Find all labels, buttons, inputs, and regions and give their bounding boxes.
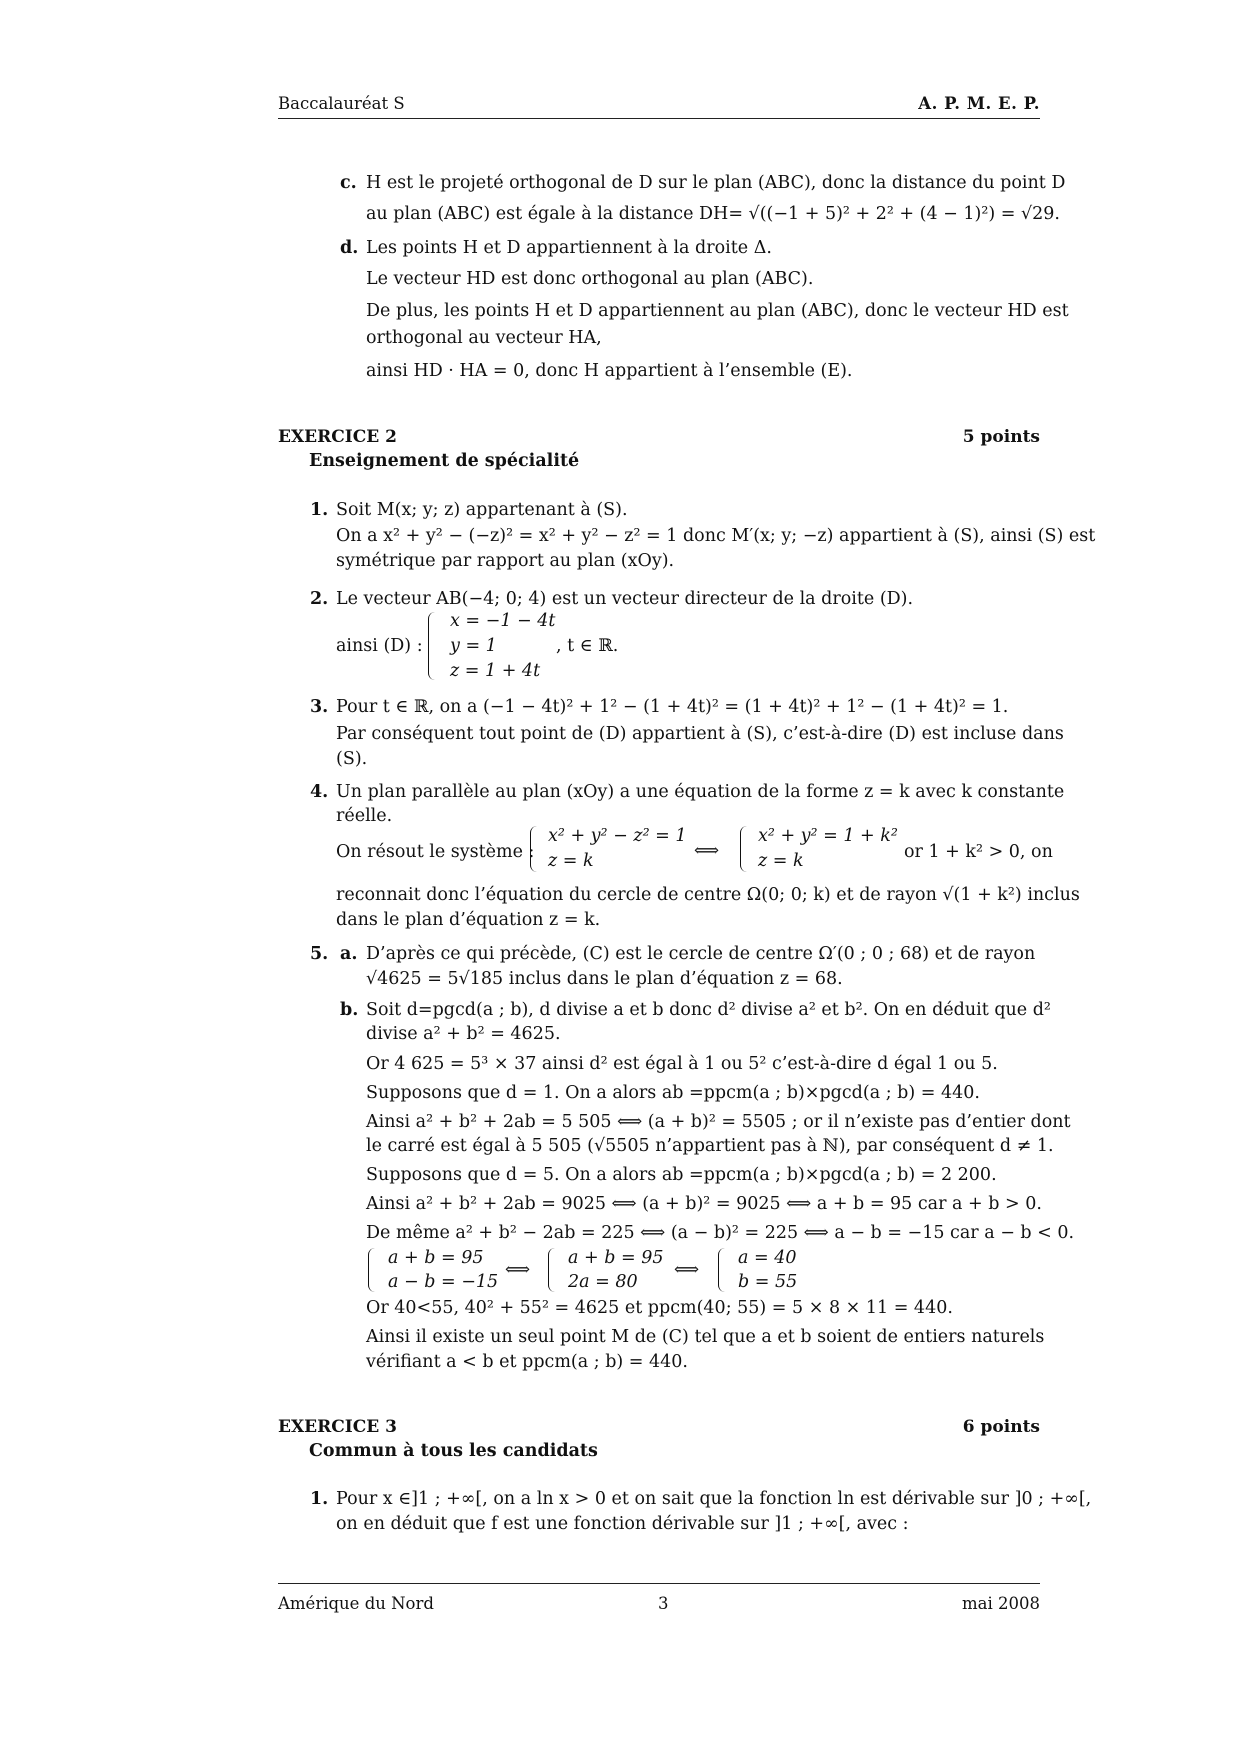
ex2-q2-sys-prefix: ainsi (D) : <box>336 636 423 656</box>
ex2-q5b-line2: divise a² + b² = 4625. <box>366 1024 561 1044</box>
ex2-q4-brace-a <box>530 826 539 872</box>
ex1-c-line1: H est le projeté orthogonal de D sur le plan (ABC), donc la distance du point D <box>366 173 1066 193</box>
ex2-q2-sys-line3: z = 1 + 4t <box>450 661 541 681</box>
ex2-q4-line4: dans le plan d’équation z = k. <box>336 910 601 930</box>
ex2-q5b-line7: Supposons que d = 5. On a alors ab =ppcm(a ; b)×pgcd(a ; b) = 2 200. <box>366 1165 997 1185</box>
ex3-q1-line2: on en déduit que f est une fonction dérivable sur ]1 ; +∞[, avec : <box>336 1514 909 1534</box>
ex2-q5b-brace-1 <box>368 1248 377 1292</box>
ex2-q5b-sys3-line2: b = 55 <box>738 1272 798 1292</box>
header-right: A. P. M. E. P. <box>918 94 1040 113</box>
ex2-q3-label: 3. <box>310 697 329 717</box>
ex2-q1-line3: symétrique par rapport au plan (xOy). <box>336 551 675 571</box>
ex2-q4-label: 4. <box>310 782 329 802</box>
ex2-q4-line1: Un plan parallèle au plan (xOy) a une équation de la forme z = k avec k constante <box>336 782 1065 802</box>
ex1-d-line2: Le vecteur HD est donc orthogonal au plan (ABC). <box>366 269 814 289</box>
ex2-q5b-sys2-line2: 2a = 80 <box>568 1272 638 1292</box>
ex2-q5b-sys2-line1: a + b = 95 <box>568 1248 664 1268</box>
ex2-q5b-sys3-line1: a = 40 <box>738 1248 797 1268</box>
ex2-q5b-line4: Supposons que d = 1. On a alors ab =ppcm(a ; b)×pgcd(a ; b) = 440. <box>366 1083 980 1103</box>
ex2-q5b-brace-2 <box>548 1248 557 1292</box>
ex2-q1-line2: On a x² + y² − (−z)² = x² + y² − z² = 1 donc M′(x; y; −z) appartient à (S), ainsi (S) est <box>336 526 1096 546</box>
ex2-q2-sys-line2: y = 1 <box>450 636 497 656</box>
ex3-q1-label: 1. <box>310 1489 329 1509</box>
ex2-q5b-line10: Or 40<55, 40² + 55² = 4625 et ppcm(40; 55) = 5 × 8 × 11 = 440. <box>366 1298 953 1318</box>
ex2-points: 5 points <box>962 427 1040 447</box>
ex2-q4-sys-b-line1: x² + y² = 1 + k² <box>758 826 898 846</box>
ex2-q3-line3: (S). <box>336 749 368 769</box>
ex2-q5b-equiv-1: ⟺ <box>505 1260 531 1280</box>
ex2-q5b-line5: Ainsi a² + b² + 2ab = 5 505 ⟺ (a + b)² = 5505 ; or il n’existe pas d’entier dont <box>366 1112 1071 1132</box>
footer-rule <box>278 1583 1040 1584</box>
ex2-q4-sys-suffix: or 1 + k² > 0, on <box>904 842 1053 862</box>
ex1-d-line1: Les points H et D appartiennent à la droite Δ. <box>366 238 772 258</box>
ex2-q5a-line1: D’après ce qui précède, (C) est le cercle de centre Ω′(0 ; 0 ; 68) et de rayon <box>366 944 1036 964</box>
ex2-q4-sys-a-line1: x² + y² − z² = 1 <box>548 826 687 846</box>
ex2-q5b-line12: vérifiant a < b et ppcm(a ; b) = 440. <box>366 1352 688 1372</box>
ex1-c-label: c. <box>340 173 357 193</box>
ex2-q5b-line1: Soit d=pgcd(a ; b), d divise a et b donc d² divise a² et b². On en déduit que d² <box>366 1000 1051 1020</box>
ex2-subtitle: Enseignement de spécialité <box>309 451 580 471</box>
ex3-subtitle: Commun à tous les candidats <box>309 1441 598 1461</box>
ex2-q4-equiv: ⟺ <box>694 841 720 861</box>
ex2-q2-label: 2. <box>310 589 329 609</box>
ex2-title: EXERCICE 2 <box>278 427 397 447</box>
ex2-q5b-line8: Ainsi a² + b² + 2ab = 9025 ⟺ (a + b)² = 9025 ⟺ a + b = 95 car a + b > 0. <box>366 1194 1042 1214</box>
ex2-q5b-line11: Ainsi il existe un seul point M de (C) tel que a et b soient de entiers naturels <box>366 1327 1045 1347</box>
ex2-q5a-line2: √4625 = 5√185 inclus dans le plan d’équation z = 68. <box>366 969 843 989</box>
ex2-q2-sys-suffix: , t ∈ ℝ. <box>556 636 619 656</box>
ex1-d-label: d. <box>340 238 359 258</box>
ex3-points: 6 points <box>962 1417 1040 1437</box>
ex2-q5-label: 5. <box>310 944 329 964</box>
ex2-q5b-line3: Or 4 625 = 5³ × 37 ainsi d² est égal à 1 ou 5² c’est-à-dire d égal 1 ou 5. <box>366 1054 998 1074</box>
ex3-title: EXERCICE 3 <box>278 1417 397 1437</box>
ex1-c-line2: au plan (ABC) est égale à la distance DH= √((−1 + 5)² + 2² + (4 − 1)²) = √29. <box>366 204 1060 224</box>
ex2-q5a-label: a. <box>340 944 358 964</box>
ex2-q1-line1: Soit M(x; y; z) appartenant à (S). <box>336 500 628 520</box>
page-header <box>278 94 1040 113</box>
ex2-q5b-brace-3 <box>718 1248 727 1292</box>
ex2-q2-line1: Le vecteur AB(−4; 0; 4) est un vecteur directeur de la droite (D). <box>336 589 914 609</box>
ex2-q4-line2: réelle. <box>336 806 393 826</box>
ex2-q4-sys-b-line2: z = k <box>758 851 804 871</box>
ex2-q4-sys-a-line2: z = k <box>548 851 594 871</box>
ex3-q1-line1: Pour x ∈]1 ; +∞[, on a ln x > 0 et on sait que la fonction ln est dérivable sur ]0 ; +∞[, <box>336 1489 1092 1509</box>
ex2-q4-brace-b <box>740 826 749 872</box>
ex2-q5b-label: b. <box>340 1000 359 1020</box>
ex2-q2-brace <box>428 612 437 680</box>
ex1-d-line3: De plus, les points H et D appartiennent au plan (ABC), donc le vecteur HD est <box>366 301 1069 321</box>
ex2-q4-line3: reconnait donc l’équation du cercle de centre Ω(0; 0; k) et de rayon √(1 + k²) inclus <box>336 885 1080 905</box>
header-left: Baccalauréat S <box>278 94 405 113</box>
ex2-q5b-line9: De même a² + b² − 2ab = 225 ⟺ (a − b)² = 225 ⟺ a − b = −15 car a − b < 0. <box>366 1223 1075 1243</box>
ex2-q1-label: 1. <box>310 500 329 520</box>
header-rule <box>278 118 1040 119</box>
footer-right: mai 2008 <box>962 1594 1040 1613</box>
ex2-q5b-sys1-line2: a − b = −15 <box>388 1272 499 1292</box>
ex1-d-line4: orthogonal au vecteur HA, <box>366 328 602 348</box>
footer-left: Amérique du Nord <box>278 1594 434 1613</box>
ex2-q5b-sys1-line1: a + b = 95 <box>388 1248 484 1268</box>
ex2-q5b-equiv-2: ⟺ <box>674 1260 700 1280</box>
ex1-d-line5: ainsi HD · HA = 0, donc H appartient à l’ensemble (E). <box>366 361 853 381</box>
ex2-q3-line2: Par conséquent tout point de (D) appartient à (S), c’est-à-dire (D) est incluse dans <box>336 724 1064 744</box>
ex2-q4-sys-prefix: On résout le système : <box>336 842 535 862</box>
page-number: 3 <box>658 1594 669 1613</box>
ex2-q2-sys-line1: x = −1 − 4t <box>450 611 556 631</box>
ex2-q5b-line6: le carré est égal à 5 505 (√5505 n’appartient pas à ℕ), par conséquent d ≠ 1. <box>366 1136 1054 1156</box>
ex2-q3-line1: Pour t ∈ ℝ, on a (−1 − 4t)² + 1² − (1 + 4t)² = (1 + 4t)² + 1² − (1 + 4t)² = 1. <box>336 697 1009 717</box>
